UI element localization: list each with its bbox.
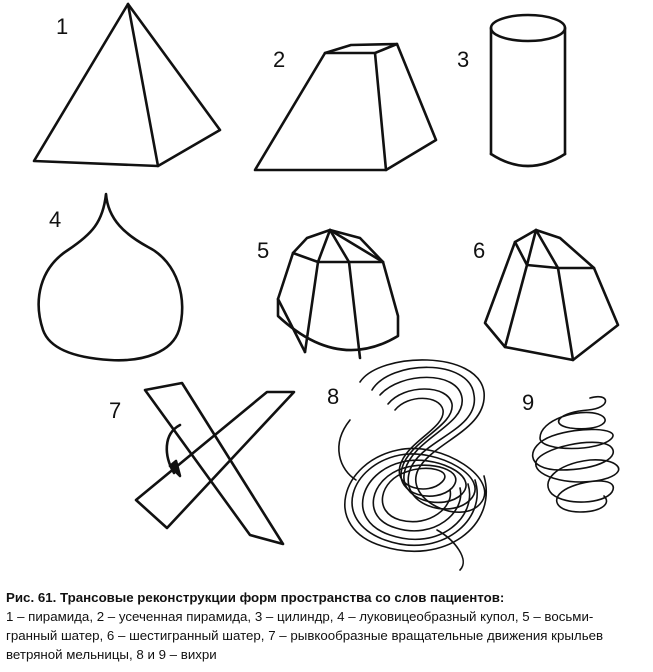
caption-title: Рис. 61. Трансовые реконструкции форм пространства со слов пациентов:: [6, 590, 505, 605]
figure-label-5: 5: [257, 238, 270, 263]
figure-label-8: 8: [327, 384, 340, 409]
windmill-wings-shape: [136, 383, 294, 544]
figure-label-2: 2: [273, 47, 286, 72]
caption-line-1: 1 – пирамида, 2 – усеченная пирамида, 3 – цилиндр, 4 – луковицеобразный купол, 5 – восьми-: [6, 609, 594, 624]
figure-label-9: 9: [522, 390, 535, 415]
figure-label-4: 4: [49, 207, 62, 232]
figure-caption: [6, 588, 646, 664]
caption-line-3: ветряной мельницы, 8 и 9 – вихри: [6, 647, 217, 662]
figure-label-6: 6: [473, 238, 486, 263]
octagonal-tent-shape: [278, 230, 398, 358]
figure-label-1: 1: [56, 14, 69, 39]
vortex-8-shape: [339, 360, 486, 570]
figure-label-7: 7: [109, 398, 122, 423]
figure-label-3: 3: [457, 47, 470, 72]
cylinder-shape: [491, 15, 565, 166]
hexagonal-tent-shape: [485, 230, 618, 360]
vortex-9-spiral-shape: [533, 397, 619, 512]
caption-line-2: гранный шатер, 6 – шестигранный шатер, 7 – рывкообразные вращательные движения крыльев: [6, 628, 604, 643]
